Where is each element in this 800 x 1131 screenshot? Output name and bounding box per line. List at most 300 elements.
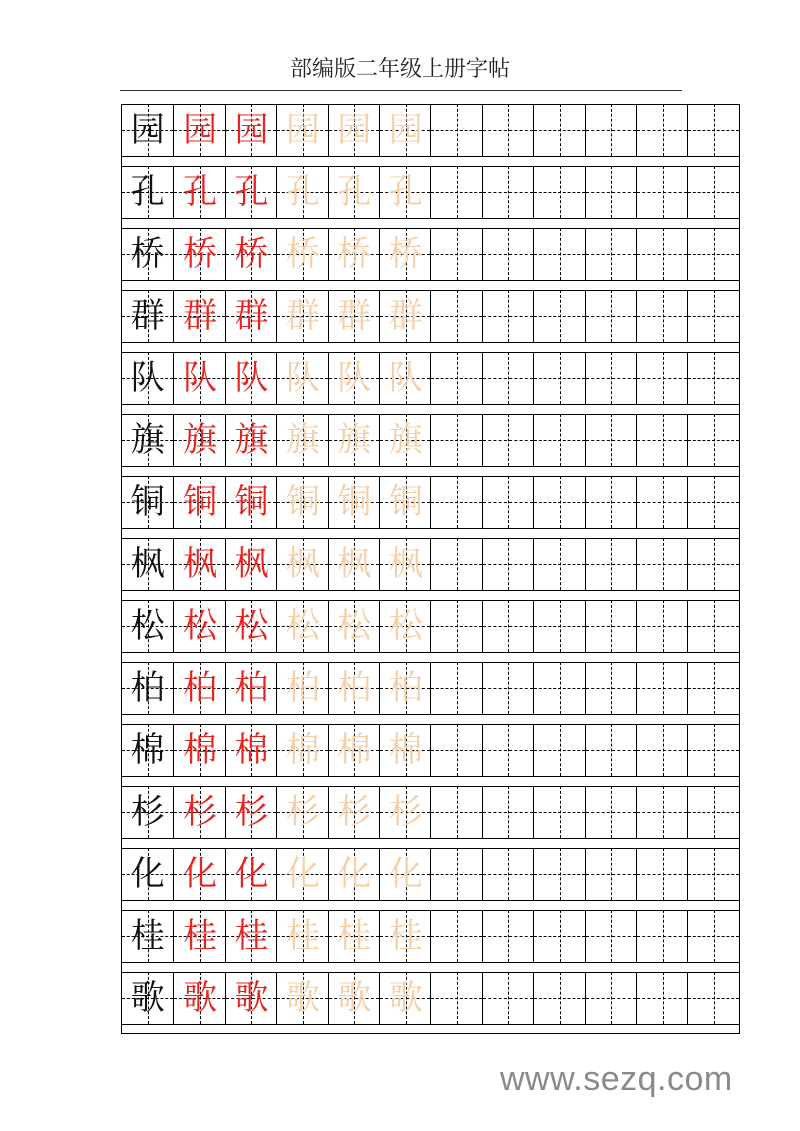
practice-row bbox=[122, 476, 739, 539]
grid-cell bbox=[225, 476, 276, 528]
grid-cell bbox=[379, 104, 430, 156]
grid-cell bbox=[122, 414, 173, 466]
grid-cell bbox=[379, 600, 430, 652]
grid-cell bbox=[636, 848, 687, 900]
cell-vertical-guide bbox=[560, 848, 561, 900]
cell-vertical-guide bbox=[457, 290, 458, 342]
grid-cell bbox=[533, 538, 584, 590]
grid-cell bbox=[482, 290, 533, 342]
grid-cell bbox=[328, 662, 379, 714]
cell-vertical-guide bbox=[560, 724, 561, 776]
cell-vertical-guide bbox=[457, 104, 458, 156]
grid-cell bbox=[276, 352, 327, 404]
cell-vertical-guide bbox=[663, 662, 664, 714]
trace-character: 棉 bbox=[285, 730, 320, 770]
trace-character: 歌 bbox=[388, 978, 423, 1018]
grid-cell bbox=[533, 972, 584, 1024]
cell-vertical-guide bbox=[663, 290, 664, 342]
practice-row bbox=[122, 104, 739, 167]
row-gap-rule bbox=[122, 652, 739, 653]
grid-cell bbox=[636, 910, 687, 962]
grid-cell bbox=[328, 414, 379, 466]
grid-cell bbox=[328, 538, 379, 590]
trace-character: 孔 bbox=[183, 172, 218, 212]
grid-cell bbox=[328, 476, 379, 528]
grid-cell bbox=[225, 786, 276, 838]
cell-vertical-guide bbox=[508, 352, 509, 404]
cell-vertical-guide bbox=[611, 662, 612, 714]
cell-vertical-guide bbox=[663, 414, 664, 466]
grid-cell bbox=[276, 228, 327, 280]
grid-cell bbox=[276, 104, 327, 156]
trace-character: 歌 bbox=[234, 978, 269, 1018]
grid-cell bbox=[379, 290, 430, 342]
grid-cell bbox=[585, 476, 636, 528]
row-gap-rule bbox=[122, 528, 739, 529]
grid-cell bbox=[687, 662, 738, 714]
grid-cell bbox=[173, 476, 224, 528]
grid-cell bbox=[482, 910, 533, 962]
grid-cell bbox=[687, 290, 738, 342]
grid-cell bbox=[687, 600, 738, 652]
cell-vertical-guide bbox=[663, 848, 664, 900]
grid-cell bbox=[430, 910, 481, 962]
practice-row bbox=[122, 166, 739, 229]
grid-cell bbox=[379, 848, 430, 900]
cell-vertical-guide bbox=[560, 414, 561, 466]
grid-cell bbox=[173, 910, 224, 962]
trace-character: 队 bbox=[234, 358, 269, 398]
trace-character: 群 bbox=[183, 296, 218, 336]
grid-cell bbox=[225, 290, 276, 342]
trace-character: 歌 bbox=[285, 978, 320, 1018]
grid-cell bbox=[585, 786, 636, 838]
grid-cell bbox=[328, 724, 379, 776]
trace-character: 化 bbox=[337, 854, 372, 894]
trace-character: 群 bbox=[337, 296, 372, 336]
grid-cell bbox=[122, 290, 173, 342]
row-gap-rule bbox=[122, 900, 739, 901]
model-character: 化 bbox=[130, 854, 165, 894]
model-character: 群 bbox=[130, 296, 165, 336]
trace-character: 旗 bbox=[285, 420, 320, 460]
grid-cell bbox=[328, 290, 379, 342]
cell-vertical-guide bbox=[560, 910, 561, 962]
grid-cell bbox=[636, 104, 687, 156]
grid-cell bbox=[430, 414, 481, 466]
grid-cell bbox=[225, 910, 276, 962]
grid-cell bbox=[276, 786, 327, 838]
grid-cell bbox=[276, 600, 327, 652]
practice-row bbox=[122, 786, 739, 849]
grid-cell bbox=[276, 848, 327, 900]
grid-cell bbox=[430, 724, 481, 776]
title-underline bbox=[120, 90, 682, 91]
model-character: 枫 bbox=[130, 544, 165, 584]
model-character: 孔 bbox=[130, 172, 165, 212]
grid-cell bbox=[122, 972, 173, 1024]
row-gap-rule bbox=[122, 714, 739, 715]
practice-row bbox=[122, 848, 739, 911]
grid-cell bbox=[225, 228, 276, 280]
grid-cell bbox=[173, 724, 224, 776]
cell-vertical-guide bbox=[663, 166, 664, 218]
grid-cell bbox=[687, 414, 738, 466]
trace-character: 歌 bbox=[183, 978, 218, 1018]
cell-vertical-guide bbox=[611, 104, 612, 156]
cell-vertical-guide bbox=[560, 166, 561, 218]
grid-cell bbox=[430, 166, 481, 218]
watermark: www.sezq.com bbox=[500, 1060, 733, 1098]
grid-cell bbox=[122, 724, 173, 776]
grid-cell bbox=[636, 352, 687, 404]
practice-row bbox=[122, 600, 739, 663]
cell-vertical-guide bbox=[560, 476, 561, 528]
cell-vertical-guide bbox=[714, 290, 715, 342]
grid-cell bbox=[430, 104, 481, 156]
trace-character: 棉 bbox=[337, 730, 372, 770]
trace-character: 化 bbox=[285, 854, 320, 894]
cell-vertical-guide bbox=[714, 662, 715, 714]
grid-cell bbox=[430, 662, 481, 714]
grid-cell bbox=[225, 724, 276, 776]
trace-character: 枫 bbox=[337, 544, 372, 584]
grid-cell bbox=[276, 972, 327, 1024]
cell-vertical-guide bbox=[457, 724, 458, 776]
cell-vertical-guide bbox=[560, 228, 561, 280]
row-gap-rule bbox=[122, 404, 739, 405]
trace-character: 群 bbox=[388, 296, 423, 336]
practice-row bbox=[122, 538, 739, 601]
cell-vertical-guide bbox=[611, 600, 612, 652]
cell-vertical-guide bbox=[714, 166, 715, 218]
grid-cell bbox=[379, 228, 430, 280]
cell-vertical-guide bbox=[560, 538, 561, 590]
grid-cell bbox=[122, 786, 173, 838]
grid-cell bbox=[173, 228, 224, 280]
grid-cell bbox=[430, 538, 481, 590]
grid-cell bbox=[533, 476, 584, 528]
grid-cell bbox=[225, 104, 276, 156]
cell-vertical-guide bbox=[508, 476, 509, 528]
grid-cell bbox=[379, 166, 430, 218]
grid-cell bbox=[585, 166, 636, 218]
trace-character: 桥 bbox=[388, 234, 423, 274]
grid-cell bbox=[225, 848, 276, 900]
cell-vertical-guide bbox=[457, 414, 458, 466]
trace-character: 旗 bbox=[234, 420, 269, 460]
trace-character: 园 bbox=[183, 110, 218, 150]
trace-character: 松 bbox=[337, 606, 372, 646]
cell-vertical-guide bbox=[508, 972, 509, 1024]
trace-character: 孔 bbox=[234, 172, 269, 212]
row-gap-rule bbox=[122, 156, 739, 157]
grid-cell bbox=[173, 290, 224, 342]
grid-cell bbox=[276, 724, 327, 776]
grid-cell bbox=[276, 476, 327, 528]
trace-character: 队 bbox=[337, 358, 372, 398]
cell-vertical-guide bbox=[508, 228, 509, 280]
model-character: 桂 bbox=[130, 916, 165, 956]
grid-cell bbox=[482, 104, 533, 156]
grid-cell bbox=[225, 352, 276, 404]
cell-vertical-guide bbox=[611, 910, 612, 962]
trace-character: 园 bbox=[388, 110, 423, 150]
grid-cell bbox=[482, 538, 533, 590]
cell-vertical-guide bbox=[457, 166, 458, 218]
grid-cell bbox=[225, 972, 276, 1024]
page-title: 部编版二年级上册字帖 bbox=[289, 57, 510, 82]
grid-cell bbox=[482, 228, 533, 280]
trace-character: 铜 bbox=[285, 482, 320, 522]
grid-cell bbox=[533, 848, 584, 900]
grid-cell bbox=[482, 786, 533, 838]
practice-grid bbox=[121, 104, 740, 1034]
cell-vertical-guide bbox=[457, 972, 458, 1024]
grid-cell bbox=[585, 972, 636, 1024]
trace-character: 棉 bbox=[388, 730, 423, 770]
grid-cell bbox=[430, 228, 481, 280]
grid-cell bbox=[328, 104, 379, 156]
grid-cell bbox=[430, 476, 481, 528]
grid-cell bbox=[636, 476, 687, 528]
grid-cell bbox=[687, 972, 738, 1024]
trace-character: 铜 bbox=[337, 482, 372, 522]
model-character: 棉 bbox=[130, 730, 165, 770]
model-character: 柏 bbox=[130, 668, 165, 708]
cell-vertical-guide bbox=[611, 414, 612, 466]
grid-cell bbox=[328, 972, 379, 1024]
grid-cell bbox=[482, 724, 533, 776]
grid-cell bbox=[533, 352, 584, 404]
grid-cell bbox=[379, 972, 430, 1024]
cell-vertical-guide bbox=[457, 848, 458, 900]
cell-vertical-guide bbox=[457, 476, 458, 528]
grid-cell bbox=[379, 662, 430, 714]
grid-cell bbox=[533, 662, 584, 714]
grid-cell bbox=[225, 414, 276, 466]
grid-cell bbox=[585, 538, 636, 590]
cell-vertical-guide bbox=[611, 724, 612, 776]
grid-cell bbox=[225, 662, 276, 714]
trace-character: 化 bbox=[183, 854, 218, 894]
trace-character: 松 bbox=[234, 606, 269, 646]
grid-cell bbox=[430, 972, 481, 1024]
grid-cell bbox=[482, 600, 533, 652]
cell-vertical-guide bbox=[611, 972, 612, 1024]
trace-character: 化 bbox=[234, 854, 269, 894]
cell-vertical-guide bbox=[611, 290, 612, 342]
grid-cell bbox=[379, 910, 430, 962]
cell-vertical-guide bbox=[457, 228, 458, 280]
cell-vertical-guide bbox=[663, 910, 664, 962]
cell-vertical-guide bbox=[714, 228, 715, 280]
cell-vertical-guide bbox=[508, 290, 509, 342]
grid-cell bbox=[533, 228, 584, 280]
grid-cell bbox=[328, 786, 379, 838]
grid-cell bbox=[585, 848, 636, 900]
trace-character: 队 bbox=[285, 358, 320, 398]
cell-vertical-guide bbox=[714, 724, 715, 776]
trace-character: 桂 bbox=[183, 916, 218, 956]
cell-vertical-guide bbox=[611, 352, 612, 404]
practice-row bbox=[122, 910, 739, 973]
practice-row bbox=[122, 290, 739, 353]
trace-character: 棉 bbox=[183, 730, 218, 770]
cell-vertical-guide bbox=[508, 600, 509, 652]
grid-cell bbox=[276, 414, 327, 466]
grid-cell bbox=[687, 166, 738, 218]
grid-cell bbox=[173, 352, 224, 404]
trace-character: 柏 bbox=[285, 668, 320, 708]
cell-vertical-guide bbox=[457, 352, 458, 404]
cell-vertical-guide bbox=[714, 104, 715, 156]
cell-vertical-guide bbox=[457, 910, 458, 962]
grid-cell bbox=[122, 104, 173, 156]
model-character: 杉 bbox=[130, 792, 165, 832]
cell-vertical-guide bbox=[508, 848, 509, 900]
grid-cell bbox=[636, 600, 687, 652]
grid-cell bbox=[636, 972, 687, 1024]
grid-cell bbox=[482, 352, 533, 404]
trace-character: 群 bbox=[234, 296, 269, 336]
trace-character: 杉 bbox=[337, 792, 372, 832]
grid-cell bbox=[225, 538, 276, 590]
model-character: 队 bbox=[130, 358, 165, 398]
grid-cell bbox=[533, 414, 584, 466]
grid-cell bbox=[482, 166, 533, 218]
grid-cell bbox=[585, 290, 636, 342]
grid-cell bbox=[636, 414, 687, 466]
cell-vertical-guide bbox=[611, 848, 612, 900]
grid-cell bbox=[585, 600, 636, 652]
cell-vertical-guide bbox=[508, 786, 509, 838]
trace-character: 柏 bbox=[337, 668, 372, 708]
grid-cell bbox=[173, 972, 224, 1024]
grid-cell bbox=[173, 662, 224, 714]
practice-row bbox=[122, 352, 739, 415]
grid-cell bbox=[687, 104, 738, 156]
cell-vertical-guide bbox=[663, 228, 664, 280]
cell-vertical-guide bbox=[714, 538, 715, 590]
grid-cell bbox=[379, 538, 430, 590]
cell-vertical-guide bbox=[457, 538, 458, 590]
trace-character: 铜 bbox=[183, 482, 218, 522]
grid-cell bbox=[122, 352, 173, 404]
trace-character: 园 bbox=[234, 110, 269, 150]
grid-cell bbox=[276, 538, 327, 590]
trace-character: 园 bbox=[337, 110, 372, 150]
grid-cell bbox=[328, 848, 379, 900]
cell-vertical-guide bbox=[611, 476, 612, 528]
trace-character: 铜 bbox=[388, 482, 423, 522]
trace-character: 柏 bbox=[183, 668, 218, 708]
cell-vertical-guide bbox=[714, 476, 715, 528]
trace-character: 旗 bbox=[337, 420, 372, 460]
model-character: 桥 bbox=[130, 234, 165, 274]
grid-cell bbox=[328, 228, 379, 280]
row-gap-rule bbox=[122, 838, 739, 839]
grid-cell bbox=[379, 786, 430, 838]
cell-vertical-guide bbox=[457, 662, 458, 714]
grid-cell bbox=[585, 910, 636, 962]
grid-cell bbox=[173, 848, 224, 900]
trace-character: 桂 bbox=[285, 916, 320, 956]
grid-cell bbox=[430, 600, 481, 652]
grid-cell bbox=[328, 166, 379, 218]
trace-character: 孔 bbox=[388, 172, 423, 212]
grid-cell bbox=[379, 476, 430, 528]
model-character: 歌 bbox=[130, 978, 165, 1018]
grid-cell bbox=[687, 228, 738, 280]
trace-character: 铜 bbox=[234, 482, 269, 522]
grid-cell bbox=[687, 786, 738, 838]
cell-vertical-guide bbox=[663, 600, 664, 652]
cell-vertical-guide bbox=[508, 414, 509, 466]
row-gap-rule bbox=[122, 590, 739, 591]
grid-cell bbox=[585, 662, 636, 714]
row-gap-rule bbox=[122, 466, 739, 467]
cell-vertical-guide bbox=[508, 910, 509, 962]
grid-cell bbox=[122, 538, 173, 590]
grid-cell bbox=[122, 228, 173, 280]
grid-cell bbox=[276, 166, 327, 218]
grid-cell bbox=[276, 910, 327, 962]
grid-cell bbox=[430, 786, 481, 838]
grid-cell bbox=[122, 166, 173, 218]
trace-character: 队 bbox=[183, 358, 218, 398]
grid-cell bbox=[482, 848, 533, 900]
row-gap-rule bbox=[122, 342, 739, 343]
cell-vertical-guide bbox=[508, 662, 509, 714]
trace-character: 孔 bbox=[285, 172, 320, 212]
cell-vertical-guide bbox=[508, 166, 509, 218]
grid-cell bbox=[687, 724, 738, 776]
cell-vertical-guide bbox=[508, 104, 509, 156]
grid-cell bbox=[482, 972, 533, 1024]
grid-cell bbox=[636, 538, 687, 590]
row-gap-rule bbox=[122, 218, 739, 219]
grid-cell bbox=[585, 352, 636, 404]
grid-cell bbox=[482, 662, 533, 714]
grid-cell bbox=[533, 166, 584, 218]
cell-vertical-guide bbox=[663, 476, 664, 528]
practice-row bbox=[122, 972, 739, 1035]
grid-cell bbox=[328, 910, 379, 962]
practice-row bbox=[122, 662, 739, 725]
trace-character: 化 bbox=[388, 854, 423, 894]
grid-cell bbox=[173, 414, 224, 466]
cell-vertical-guide bbox=[611, 786, 612, 838]
grid-cell bbox=[328, 352, 379, 404]
model-character: 铜 bbox=[130, 482, 165, 522]
row-gap-rule bbox=[122, 962, 739, 963]
cell-vertical-guide bbox=[714, 600, 715, 652]
cell-vertical-guide bbox=[508, 538, 509, 590]
grid-cell bbox=[122, 476, 173, 528]
grid-cell bbox=[173, 600, 224, 652]
grid-cell bbox=[533, 786, 584, 838]
trace-character: 柏 bbox=[388, 668, 423, 708]
grid-cell bbox=[328, 600, 379, 652]
cell-vertical-guide bbox=[560, 104, 561, 156]
grid-cell bbox=[636, 662, 687, 714]
grid-cell bbox=[533, 910, 584, 962]
grid-cell bbox=[482, 414, 533, 466]
trace-character: 松 bbox=[183, 606, 218, 646]
grid-cell bbox=[430, 290, 481, 342]
grid-cell bbox=[533, 724, 584, 776]
